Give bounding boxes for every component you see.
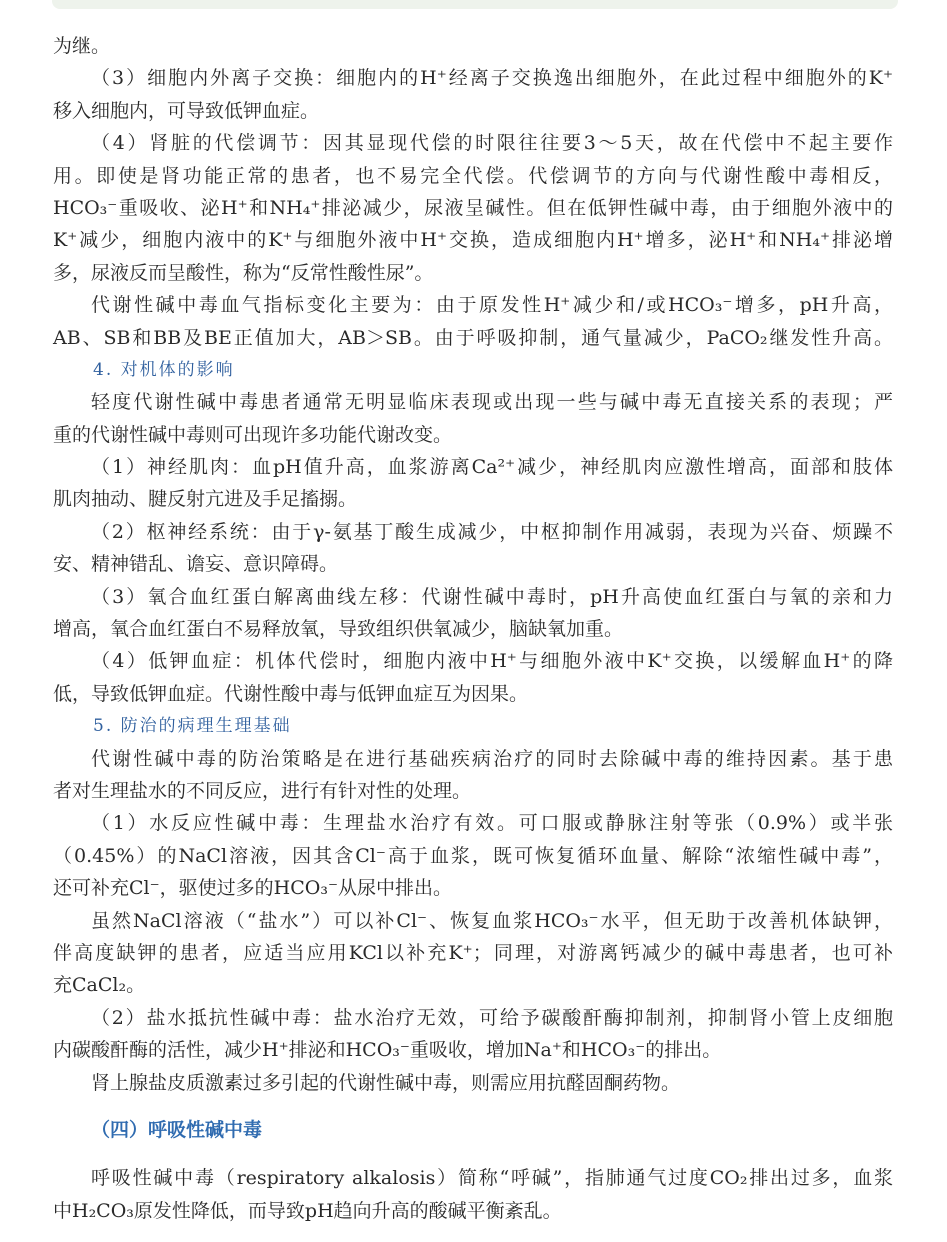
document-page — [53, 30, 893, 1227]
section-heading: 5. 防治的病理生理基础 — [93, 716, 292, 737]
text-line: K⁺减少，细胞内液中的K⁺与细胞外液中H⁺交换，造成细胞内H⁺增多，泌H⁺和NH₄⁺排泌增 — [53, 229, 893, 252]
text-line: （0.45%）的NaCl溶液，因其含Cl⁻高于血浆，既可恢复循环血量、解除“浓缩性碱中毒”， — [53, 844, 893, 867]
text-line: 增高，氧合血红蛋白不易释放氧，导致组织供氧减少，脑缺氧加重。 — [53, 618, 624, 641]
text-line: 安、精神错乱、谵妄、意识障碍。 — [53, 553, 339, 576]
text-line: HCO₃⁻重吸收、泌H⁺和NH₄⁺排泌减少，尿液呈碱性。但在低钾性碱中毒，由于细胞外液中的 — [53, 196, 893, 219]
text-line: AB、SB和BB及BE正值加大，AB＞SB。由于呼吸抑制，通气量减少，PaCO₂继发性升高。 — [53, 326, 893, 349]
text-line: 重的代谢性碱中毒则可出现许多功能代谢改变。 — [53, 423, 453, 446]
header-band — [52, 0, 898, 9]
text-line: 虽然NaCl溶液（“盐水”）可以补Cl⁻、恢复血浆HCO₃⁻水平，但无助于改善机体缺钾， — [91, 909, 893, 932]
text-line: （1）神经肌肉：血pH值升高，血浆游离Ca²⁺减少，神经肌肉应激性增高，面部和肢体 — [91, 456, 893, 479]
subsection-title: （四）呼吸性碱中毒 — [91, 1118, 263, 1141]
text-line: 充CaCl₂。 — [53, 974, 146, 997]
text-line: （3）细胞内外离子交换：细胞内的H⁺经离子交换逸出细胞外，在此过程中细胞外的K⁺ — [91, 67, 893, 90]
text-line: 还可补充Cl⁻，驱使过多的HCO₃⁻从尿中排出。 — [53, 877, 452, 900]
text-line: 代谢性碱中毒的防治策略是在进行基础疾病治疗的同时去除碱中毒的维持因素。基于患 — [91, 747, 893, 770]
text-line: 中H₂CO₃原发性降低，而导致pH趋向升高的酸碱平衡紊乱。 — [53, 1199, 562, 1222]
text-line: 肾上腺盐皮质激素过多引起的代谢性碱中毒，则需应用抗醛固酮药物。 — [91, 1071, 681, 1094]
text-line: 移入细胞内，可导致低钾血症。 — [53, 99, 320, 122]
text-line: （3）氧合血红蛋白解离曲线左移：代谢性碱中毒时，pH升高使血红蛋白与氧的亲和力 — [91, 585, 893, 608]
text-line: 伴高度缺钾的患者，应适当应用KCl以补充K⁺；同理，对游离钙减少的碱中毒患者，也可补 — [53, 941, 893, 964]
text-line: 代谢性碱中毒血气指标变化主要为：由于原发性H⁺减少和/或HCO₃⁻增多，pH升高， — [91, 294, 893, 317]
text-line: 多，尿液反而呈酸性，称为“反常性酸性尿”。 — [53, 261, 434, 284]
text-line: 低，导致低钾血症。代谢性酸中毒与低钾血症互为因果。 — [53, 682, 529, 705]
text-line: （4）低钾血症：机体代偿时，细胞内液中H⁺与细胞外液中K⁺交换，以缓解血H⁺的降 — [91, 650, 893, 673]
text-line: 轻度代谢性碱中毒患者通常无明显临床表现或出现一些与碱中毒无直接关系的表现；严 — [91, 391, 893, 414]
text-line: 呼吸性碱中毒（respiratory alkalosis）简称“呼碱”，指肺通气过度CO₂排出过多，血浆 — [91, 1167, 893, 1190]
text-line: （4）肾脏的代偿调节：因其显现代偿的时限往往要3～5天，故在代偿中不起主要作 — [91, 132, 893, 155]
text-line: 为继。 — [53, 35, 111, 57]
text-line: 者对生理盐水的不同反应，进行有针对性的处理。 — [53, 779, 472, 802]
text-line: 用。即使是肾功能正常的患者，也不易完全代偿。代偿调节的方向与代谢性酸中毒相反， — [53, 164, 893, 187]
text-line: 内碳酸酐酶的活性，减少H⁺排泌和HCO₃⁻重吸收，增加Na⁺和HCO₃⁻的排出。 — [53, 1039, 722, 1062]
section-heading: 4. 对机体的影响 — [93, 359, 235, 380]
text-line: （2）枢神经系统：由于γ-氨基丁酸生成减少，中枢抑制作用减弱，表现为兴奋、烦躁不 — [91, 520, 893, 543]
text-line: （2）盐水抵抗性碱中毒：盐水治疗无效，可给予碳酸酐酶抑制剂，抑制肾小管上皮细胞 — [91, 1006, 893, 1029]
text-line: 肌肉抽动、腱反射亢进及手足搐搦。 — [53, 488, 358, 511]
text-line: （1）水反应性碱中毒：生理盐水治疗有效。可口服或静脉注射等张（0.9%）或半张 — [91, 812, 893, 835]
